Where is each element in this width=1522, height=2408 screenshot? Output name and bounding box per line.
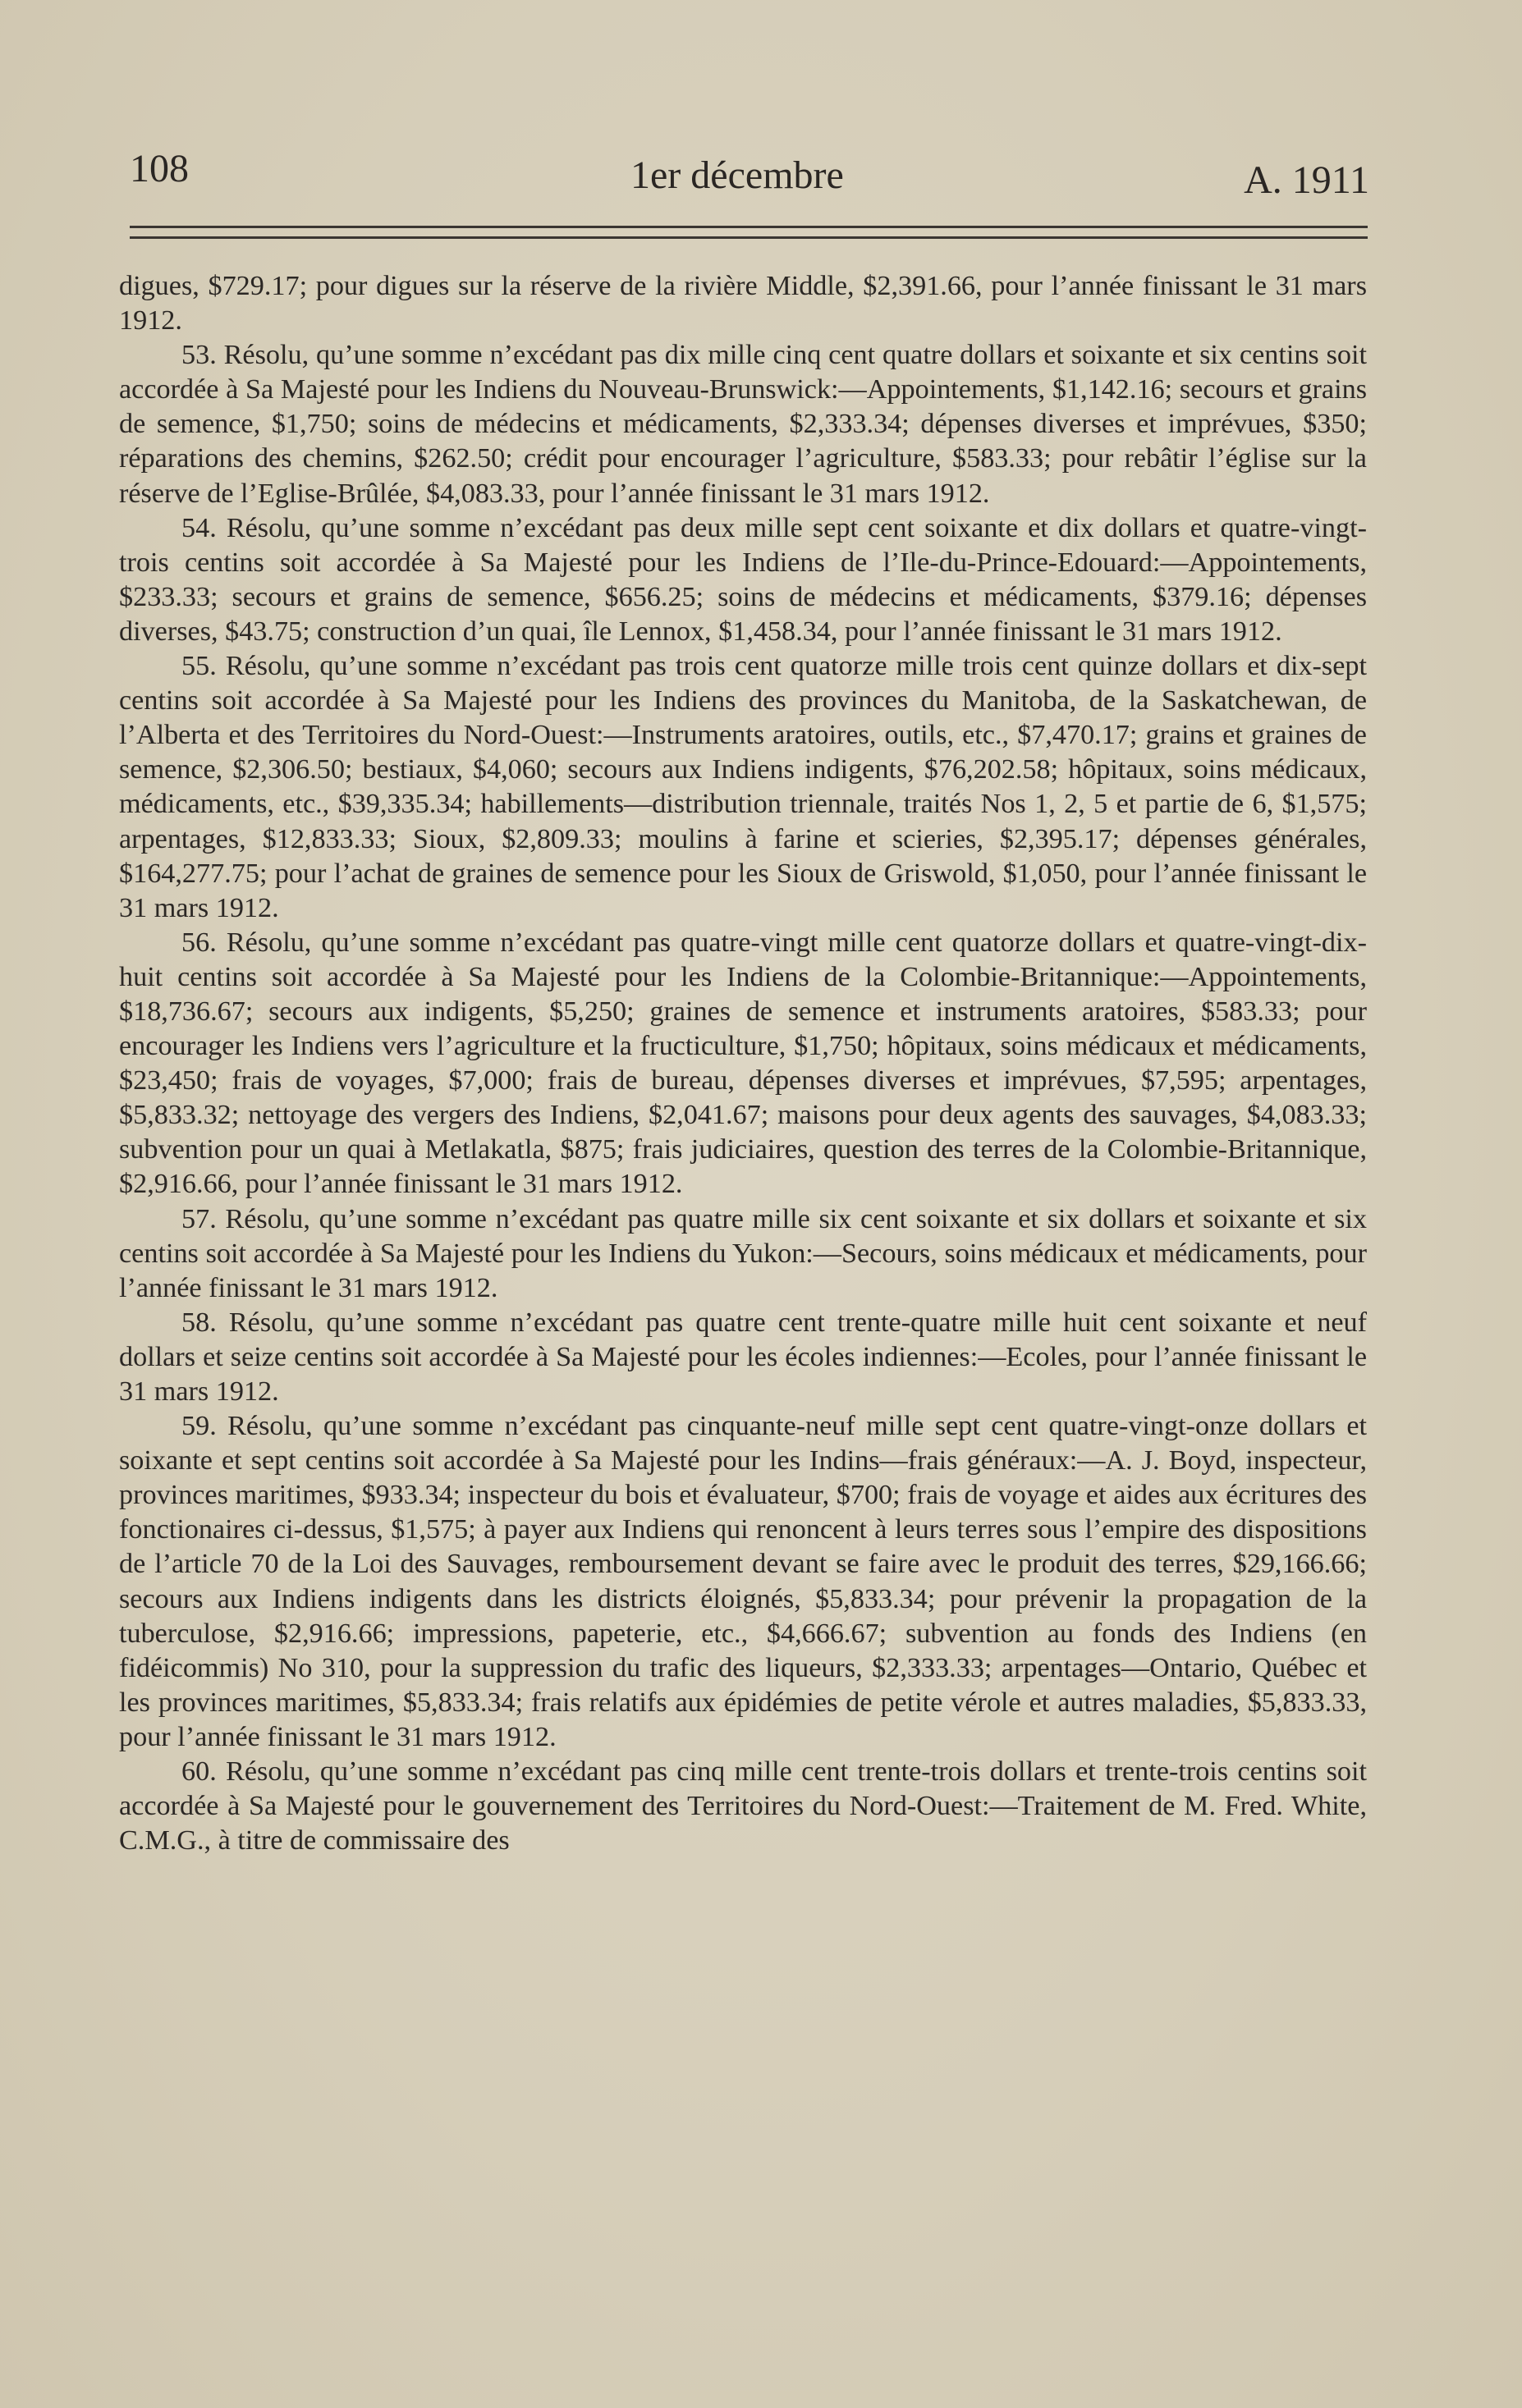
paragraph-text: digues, $729.17; pour digues sur la réserve de la rivière Middle, $2,391.66, pour l’année finissant le 31 mars 1912. bbox=[119, 271, 1367, 336]
page-number: 108 bbox=[130, 147, 189, 190]
paragraph-number: 56. bbox=[181, 927, 217, 958]
paragraph-56 bbox=[119, 926, 1367, 1202]
page-header bbox=[130, 146, 1369, 212]
paragraph-60 bbox=[119, 1755, 1367, 1858]
paragraph-text: Résolu, qu’une somme n’excédant pas quatre mille six cent soixante et six dollars et soixante et six centins soit accordée à Sa Majesté pour les Indiens du Yukon:—Secours, soins médicaux et médicaments, pour l’année finissant le 31 mars 1912. bbox=[119, 1203, 1368, 1303]
header-rule-bottom bbox=[130, 236, 1368, 239]
paragraph-text: Résolu, qu’une somme n’excédant pas trois cent quatorze mille trois cent quinze dollars et dix-sept centins soit accordée à Sa Majesté pour les Indiens des provinces du Manitoba, de la Saskatchewan, de l’Alberta et des Territoires du Nord-Ouest:—Instruments aratoires, outils, etc., $7,470.17; grains et graines de semence, $2,306.50; bestiaux, $4,060; secours aux Indiens indigents, $76,202.58; hôpitaux, soins médicaux, médicaments, etc., $39,335.34; habillements—distribution triennale, traités Nos 1, 2, 5 et partie de 6, $1,575; arpentages, $12,833.33; Sioux, $2,809.33; moulins à farine et scieries, $2,395.17; dépenses générales, $164,277.75; pour l’achat de graines de semence pour les Sioux de Griswold, $1,050, pour l’année finissant le 31 mars 1912. bbox=[119, 651, 1367, 923]
body-text bbox=[119, 269, 1367, 1858]
paragraph-59 bbox=[119, 1409, 1367, 1755]
paragraph-number: 57. bbox=[181, 1203, 217, 1234]
paragraph-53 bbox=[119, 338, 1367, 510]
paragraph-number: 59. bbox=[181, 1411, 217, 1442]
paragraph-number: 54. bbox=[181, 512, 217, 543]
header-year: A. 1911 bbox=[1244, 158, 1369, 202]
paragraph-text: Résolu, qu’une somme n’excédant pas quatre cent trente-quatre mille huit cent soixante et neuf dollars et seize centins soit accordée à Sa Majesté pour les écoles indiennes:—Ecoles, pour l’année finissant le 31 mars 1912. bbox=[119, 1307, 1368, 1407]
paragraph-text: Résolu, qu’une somme n’excédant pas dix mille cinq cent quatre dollars et soixante et six centins soit accordée à Sa Majesté pour les Indiens du Nouveau-Brunswick:—Appointements, $1,142.16; secours et grains de semence, $1,750; soins de médecins et médicaments, $2,333.34; dépenses diverses et imprévues, $350; réparations des chemins, $262.50; crédit pour encourager l’agriculture, $583.33; pour rebâtir l’église sur la réserve de l’Eglise-Brûlée, $4,083.33, pour l’année finissant le 31 mars 1912. bbox=[119, 340, 1368, 509]
paragraph-number: 58. bbox=[181, 1307, 217, 1338]
header-rule-top bbox=[130, 226, 1368, 228]
paragraph-58 bbox=[119, 1306, 1367, 1409]
paragraph-number: 53. bbox=[181, 340, 217, 371]
paragraph-number: 60. bbox=[181, 1756, 217, 1788]
paragraph-continuation bbox=[119, 269, 1367, 338]
paragraph-text: Résolu, qu’une somme n’excédant pas deux mille sept cent soixante et dix dollars et quatre-vingt-trois centins soit accordée à Sa Majesté pour les Indiens de l’Ile-du-Prince-Edouard:—Appointements, $233.33; secours et grains de semence, $656.25; soins de médecins et médicaments, $379.16; dépenses diverses, $43.75; construction d’un quai, île Lennox, $1,458.34, pour l’année finissant le 31 mars 1912. bbox=[119, 512, 1368, 647]
paragraph-text: Résolu, qu’une somme n’excédant pas quatre-vingt mille cent quatorze dollars et quatre-vingt-dix-huit centins soit accordée à Sa Majesté pour les Indiens de la Colombie-Britannique:—Appointements, $18,736.67; secours aux indigents, $5,250; graines de semence et instruments aratoires, $583.33; pour encourager les Indiens vers l’agriculture et la fructiculture, $1,750; hôpitaux, soins médicaux et médicaments, $23,450; frais de voyages, $7,000; frais de bureau, dépenses diverses et imprévues, $7,595; arpentages, $5,833.32; nettoyage des vergers des Indiens, $2,041.67; maisons pour deux agents des sauvages, $4,083.33; subvention pour un quai à Metlakatla, $875; frais judiciaires, question des terres de la Colombie-Britannique, $2,916.66, pour l’année finissant le 31 mars 1912. bbox=[119, 927, 1367, 1200]
header-date: 1er décembre bbox=[630, 153, 844, 197]
paragraph-number: 55. bbox=[181, 651, 217, 682]
paragraph-55 bbox=[119, 649, 1367, 926]
paragraph-57 bbox=[119, 1202, 1367, 1306]
paragraph-text: Résolu, qu’une somme n’excédant pas cinq mille cent trente-trois dollars et trente-trois centins soit accordée à Sa Majesté pour le gouvernement des Territoires du Nord-Ouest:—Traitement de M. Fred. White, C.M.G., à titre de commissaire des bbox=[119, 1756, 1367, 1856]
paragraph-text: Résolu, qu’une somme n’excédant pas cinquante-neuf mille sept cent quatre-vingt-onze dollars et soixante et sept centins soit accordée à Sa Majesté pour les Indins—frais généraux:—A. J. Boyd, inspecteur, provinces maritimes, $933.34; inspecteur du bois et évaluateur, $700; frais de voyage et aides aux écritures des fonctionaires ci-dessus, $1,575; à payer aux Indiens qui renoncent à leurs terres sous l’empire des dispositions de l’article 70 de la Loi des Sauvages, remboursement devant se faire avec le produit des terres, $29,166.66; secours aux Indiens indigents dans les districts éloignés, $5,833.34; pour prévenir la propagation de la tuberculose, $2,916.66; impressions, papeterie, etc., $4,666.67; subvention au fonds des Indiens (en fidéicommis) No 310, pour la suppression du trafic des liqueurs, $2,333.33; arpentages—Ontario, Québec et les provinces maritimes, $5,833.34; frais relatifs aux épidémies de petite vérole et autres maladies, $5,833.33, pour l’année finissant le 31 mars 1912. bbox=[119, 1411, 1368, 1752]
paragraph-54 bbox=[119, 511, 1367, 649]
